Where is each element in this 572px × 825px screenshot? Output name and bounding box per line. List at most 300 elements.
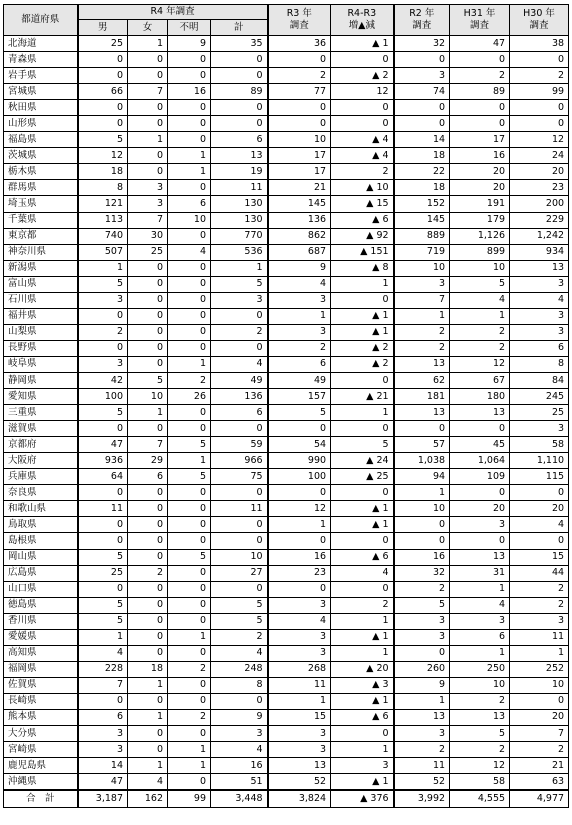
- value-cell: 11: [394, 758, 450, 774]
- value-cell: 8: [211, 677, 268, 693]
- value-cell: 5: [78, 276, 128, 292]
- value-cell: 13: [510, 260, 569, 276]
- value-cell: 67: [450, 372, 510, 388]
- value-cell: 0: [510, 100, 569, 116]
- value-cell: 268: [268, 661, 331, 677]
- value-cell: 7: [78, 677, 128, 693]
- table-row: [4, 100, 569, 116]
- value-cell: 7: [128, 437, 168, 453]
- value-cell: 3: [510, 421, 569, 437]
- value-cell: 0: [450, 421, 510, 437]
- value-cell: 1: [331, 405, 394, 421]
- value-cell: ▲ 1: [331, 774, 394, 791]
- pref-name-cell: 秋田県: [4, 100, 78, 116]
- value-cell: 20: [510, 709, 569, 725]
- value-cell: 2: [510, 742, 569, 758]
- table-row: [4, 709, 569, 725]
- value-cell: 2: [510, 581, 569, 597]
- value-cell: ▲ 3: [331, 677, 394, 693]
- value-cell: 12: [450, 356, 510, 372]
- value-cell: 5: [168, 437, 211, 453]
- value-cell: ▲ 10: [331, 180, 394, 196]
- value-cell: 1: [450, 308, 510, 324]
- value-cell: 3: [394, 276, 450, 292]
- value-cell: 229: [510, 212, 569, 228]
- value-cell: 0: [211, 340, 268, 356]
- value-cell: 0: [211, 533, 268, 549]
- value-cell: 2: [168, 372, 211, 388]
- value-cell: 0: [128, 100, 168, 116]
- value-cell: 36: [268, 36, 331, 52]
- value-cell: 4: [450, 597, 510, 613]
- header-row-top: [4, 5, 569, 20]
- pref-name-cell: 山梨県: [4, 324, 78, 340]
- table-row: [4, 581, 569, 597]
- value-cell: 0: [128, 164, 168, 180]
- value-cell: ▲ 92: [331, 228, 394, 244]
- value-cell: 3: [394, 629, 450, 645]
- value-cell: 0: [168, 292, 211, 308]
- table-row: [4, 212, 569, 228]
- value-cell: 3: [268, 742, 331, 758]
- table-row: [4, 613, 569, 629]
- header-r3: [268, 5, 331, 36]
- total-value-cell: 162: [128, 790, 168, 808]
- value-cell: 113: [78, 212, 128, 228]
- table-row: [4, 517, 569, 533]
- value-cell: 0: [168, 726, 211, 742]
- value-cell: 63: [510, 774, 569, 791]
- value-cell: 2: [394, 581, 450, 597]
- value-cell: 0: [331, 52, 394, 68]
- header-h31: [450, 5, 510, 36]
- value-cell: 0: [268, 116, 331, 132]
- value-cell: 14: [78, 758, 128, 774]
- value-cell: 3: [78, 292, 128, 308]
- value-cell: 0: [168, 677, 211, 693]
- value-cell: ▲ 1: [331, 308, 394, 324]
- value-cell: 13: [394, 709, 450, 725]
- value-cell: 58: [450, 774, 510, 791]
- pref-name-cell: 鳥取県: [4, 517, 78, 533]
- value-cell: 16: [211, 758, 268, 774]
- total-value-cell: ▲ 376: [331, 790, 394, 808]
- value-cell: 7: [510, 726, 569, 742]
- header-male: 男: [78, 20, 128, 36]
- value-cell: 0: [394, 517, 450, 533]
- header-subtotal: 計: [211, 20, 268, 36]
- value-cell: 54: [268, 437, 331, 453]
- value-cell: 74: [394, 84, 450, 100]
- value-cell: 5: [168, 469, 211, 485]
- value-cell: 20: [510, 164, 569, 180]
- pref-name-cell: 沖縄県: [4, 774, 78, 791]
- value-cell: 0: [168, 581, 211, 597]
- table-row: [4, 405, 569, 421]
- pref-name-cell: 石川県: [4, 292, 78, 308]
- table-row: [4, 68, 569, 84]
- value-cell: 1: [128, 405, 168, 421]
- value-cell: 0: [128, 52, 168, 68]
- total-value-cell: 3,992: [394, 790, 450, 808]
- value-cell: 0: [128, 485, 168, 501]
- value-cell: 0: [331, 116, 394, 132]
- value-cell: 152: [394, 196, 450, 212]
- value-cell: 16: [168, 84, 211, 100]
- value-cell: 5: [78, 549, 128, 565]
- value-cell: 25: [510, 405, 569, 421]
- value-cell: 3: [510, 324, 569, 340]
- value-cell: 3: [450, 613, 510, 629]
- value-cell: 889: [394, 228, 450, 244]
- value-cell: 0: [168, 116, 211, 132]
- value-cell: 191: [450, 196, 510, 212]
- value-cell: 100: [268, 469, 331, 485]
- pref-name-cell: 和歌山県: [4, 501, 78, 517]
- value-cell: 25: [128, 244, 168, 260]
- value-cell: 29: [128, 453, 168, 469]
- pref-name-cell: 熊本県: [4, 709, 78, 725]
- header-r4-group: R4 年調査: [78, 5, 268, 20]
- value-cell: 4: [331, 565, 394, 581]
- value-cell: 899: [450, 244, 510, 260]
- value-cell: 3: [78, 356, 128, 372]
- value-cell: 0: [78, 116, 128, 132]
- value-cell: 6: [510, 340, 569, 356]
- value-cell: 260: [394, 661, 450, 677]
- total-value-cell: 4,977: [510, 790, 569, 808]
- value-cell: 21: [268, 180, 331, 196]
- value-cell: 32: [394, 36, 450, 52]
- value-cell: 3: [394, 68, 450, 84]
- table-row: [4, 324, 569, 340]
- value-cell: 507: [78, 244, 128, 260]
- table-row: [4, 645, 569, 661]
- pref-name-cell: 兵庫県: [4, 469, 78, 485]
- table-row: [4, 549, 569, 565]
- value-cell: 5: [78, 132, 128, 148]
- table-row: [4, 356, 569, 372]
- value-cell: 0: [168, 565, 211, 581]
- value-cell: 0: [211, 116, 268, 132]
- pref-name-cell: 愛知県: [4, 389, 78, 405]
- value-cell: 1: [450, 645, 510, 661]
- value-cell: 4: [211, 356, 268, 372]
- value-cell: 179: [450, 212, 510, 228]
- value-cell: 2: [394, 340, 450, 356]
- value-cell: 17: [268, 164, 331, 180]
- value-cell: 5: [331, 437, 394, 453]
- header-female: 女: [128, 20, 168, 36]
- value-cell: 2: [211, 324, 268, 340]
- value-cell: 719: [394, 244, 450, 260]
- value-cell: 0: [211, 308, 268, 324]
- table-row: [4, 308, 569, 324]
- value-cell: 0: [168, 260, 211, 276]
- value-cell: 1,110: [510, 453, 569, 469]
- value-cell: 0: [78, 100, 128, 116]
- value-cell: 0: [128, 421, 168, 437]
- value-cell: 0: [128, 726, 168, 742]
- pref-name-cell: 徳島県: [4, 597, 78, 613]
- value-cell: 0: [211, 100, 268, 116]
- value-cell: 17: [450, 132, 510, 148]
- value-cell: 2: [450, 693, 510, 709]
- value-cell: 30: [128, 228, 168, 244]
- value-cell: 5: [128, 372, 168, 388]
- value-cell: ▲ 20: [331, 661, 394, 677]
- table-row: [4, 36, 569, 52]
- value-cell: 6: [168, 196, 211, 212]
- value-cell: 0: [128, 340, 168, 356]
- value-cell: 250: [450, 661, 510, 677]
- value-cell: 35: [211, 36, 268, 52]
- pref-name-cell: 神奈川県: [4, 244, 78, 260]
- value-cell: 4: [510, 292, 569, 308]
- header-h30-line2: 調査: [529, 20, 549, 31]
- value-cell: 3: [268, 629, 331, 645]
- value-cell: 15: [268, 709, 331, 725]
- table-row: [4, 84, 569, 100]
- value-cell: 0: [268, 421, 331, 437]
- value-cell: 115: [510, 469, 569, 485]
- value-cell: 0: [211, 517, 268, 533]
- value-cell: 16: [394, 549, 450, 565]
- value-cell: 18: [128, 661, 168, 677]
- table-row: [4, 758, 569, 774]
- value-cell: 936: [78, 453, 128, 469]
- value-cell: 0: [128, 276, 168, 292]
- pref-name-cell: 栃木県: [4, 164, 78, 180]
- table-row: [4, 677, 569, 693]
- value-cell: 5: [394, 597, 450, 613]
- value-cell: 1: [128, 677, 168, 693]
- value-cell: 49: [211, 372, 268, 388]
- value-cell: 180: [450, 389, 510, 405]
- table-row: [4, 52, 569, 68]
- pref-name-cell: 群馬県: [4, 180, 78, 196]
- table-row: [4, 661, 569, 677]
- value-cell: 1: [128, 132, 168, 148]
- value-cell: 17: [268, 148, 331, 164]
- value-cell: 77: [268, 84, 331, 100]
- value-cell: 228: [78, 661, 128, 677]
- value-cell: ▲ 25: [331, 469, 394, 485]
- table-row: [4, 533, 569, 549]
- value-cell: 12: [510, 132, 569, 148]
- value-cell: 11: [268, 677, 331, 693]
- value-cell: 19: [211, 164, 268, 180]
- value-cell: 2: [394, 324, 450, 340]
- pref-name-cell: 愛媛県: [4, 629, 78, 645]
- value-cell: 94: [394, 469, 450, 485]
- value-cell: 0: [128, 148, 168, 164]
- value-cell: 0: [211, 581, 268, 597]
- value-cell: 0: [128, 549, 168, 565]
- value-cell: 12: [331, 84, 394, 100]
- value-cell: 0: [168, 517, 211, 533]
- value-cell: 0: [128, 308, 168, 324]
- table-row: [4, 629, 569, 645]
- value-cell: 0: [168, 774, 211, 791]
- value-cell: 0: [128, 324, 168, 340]
- value-cell: 3: [211, 726, 268, 742]
- value-cell: 770: [211, 228, 268, 244]
- survey-table: [3, 4, 569, 808]
- value-cell: 2: [331, 164, 394, 180]
- value-cell: 0: [168, 68, 211, 84]
- value-cell: 0: [268, 100, 331, 116]
- value-cell: 1: [128, 36, 168, 52]
- value-cell: 2: [168, 661, 211, 677]
- pref-name-cell: 高知県: [4, 645, 78, 661]
- value-cell: 200: [510, 196, 569, 212]
- value-cell: 3: [450, 517, 510, 533]
- header-r2-line1: R2 年: [409, 8, 435, 19]
- table-row: [4, 726, 569, 742]
- value-cell: 0: [331, 485, 394, 501]
- value-cell: 130: [211, 196, 268, 212]
- pref-name-cell: 鹿児島県: [4, 758, 78, 774]
- value-cell: 59: [211, 437, 268, 453]
- value-cell: 0: [510, 533, 569, 549]
- value-cell: 45: [450, 437, 510, 453]
- value-cell: 0: [128, 260, 168, 276]
- value-cell: 1,242: [510, 228, 569, 244]
- value-cell: 0: [128, 645, 168, 661]
- pref-name-cell: 大分県: [4, 726, 78, 742]
- value-cell: 0: [78, 421, 128, 437]
- value-cell: 0: [331, 421, 394, 437]
- pref-name-cell: 長崎県: [4, 693, 78, 709]
- value-cell: 0: [168, 501, 211, 517]
- value-cell: 10: [450, 260, 510, 276]
- value-cell: 18: [394, 180, 450, 196]
- value-cell: 0: [168, 276, 211, 292]
- table-row: [4, 292, 569, 308]
- value-cell: 0: [510, 52, 569, 68]
- pref-name-cell: 滋賀県: [4, 421, 78, 437]
- value-cell: 0: [268, 581, 331, 597]
- total-label: 合 計: [4, 790, 78, 808]
- value-cell: 1,126: [450, 228, 510, 244]
- value-cell: ▲ 6: [331, 549, 394, 565]
- value-cell: 44: [510, 565, 569, 581]
- value-cell: 2: [128, 565, 168, 581]
- value-cell: 8: [510, 356, 569, 372]
- value-cell: 13: [268, 758, 331, 774]
- header-r2-line2: 調査: [412, 20, 432, 31]
- value-cell: 58: [510, 437, 569, 453]
- value-cell: 0: [128, 693, 168, 709]
- value-cell: 10: [268, 132, 331, 148]
- value-cell: 136: [268, 212, 331, 228]
- value-cell: 0: [168, 100, 211, 116]
- value-cell: 0: [394, 52, 450, 68]
- value-cell: 966: [211, 453, 268, 469]
- value-cell: 49: [268, 372, 331, 388]
- value-cell: 6: [268, 356, 331, 372]
- pref-name-cell: 千葉県: [4, 212, 78, 228]
- value-cell: 0: [78, 485, 128, 501]
- value-cell: 0: [128, 517, 168, 533]
- value-cell: 26: [168, 389, 211, 405]
- value-cell: 0: [128, 68, 168, 84]
- table-row: [4, 421, 569, 437]
- value-cell: 2: [510, 597, 569, 613]
- value-cell: 0: [211, 693, 268, 709]
- table-row: [4, 693, 569, 709]
- pref-name-cell: 新潟県: [4, 260, 78, 276]
- pref-name-cell: 富山県: [4, 276, 78, 292]
- value-cell: 136: [211, 389, 268, 405]
- pref-name-cell: 宮崎県: [4, 742, 78, 758]
- value-cell: 3: [268, 645, 331, 661]
- value-cell: 57: [394, 437, 450, 453]
- value-cell: 5: [211, 276, 268, 292]
- value-cell: 4: [128, 774, 168, 791]
- value-cell: 0: [331, 581, 394, 597]
- pref-name-cell: 茨城県: [4, 148, 78, 164]
- value-cell: 20: [510, 501, 569, 517]
- value-cell: 16: [450, 148, 510, 164]
- value-cell: 18: [394, 148, 450, 164]
- value-cell: 1: [128, 758, 168, 774]
- value-cell: 4: [211, 742, 268, 758]
- value-cell: 0: [394, 116, 450, 132]
- table-row: [4, 116, 569, 132]
- table-row: [4, 132, 569, 148]
- pref-name-cell: 広島県: [4, 565, 78, 581]
- value-cell: 10: [450, 677, 510, 693]
- value-cell: 9: [394, 677, 450, 693]
- value-cell: ▲ 1: [331, 629, 394, 645]
- value-cell: 5: [450, 276, 510, 292]
- pref-name-cell: 三重県: [4, 405, 78, 421]
- value-cell: 1: [168, 164, 211, 180]
- value-cell: 1: [268, 308, 331, 324]
- pref-name-cell: 福岡県: [4, 661, 78, 677]
- value-cell: 22: [394, 164, 450, 180]
- value-cell: 52: [268, 774, 331, 791]
- value-cell: ▲ 4: [331, 132, 394, 148]
- value-cell: 3: [394, 726, 450, 742]
- value-cell: 248: [211, 661, 268, 677]
- value-cell: 0: [128, 533, 168, 549]
- value-cell: 5: [450, 726, 510, 742]
- value-cell: 3: [331, 758, 394, 774]
- value-cell: ▲ 151: [331, 244, 394, 260]
- table-row: [4, 260, 569, 276]
- pref-name-cell: 静岡県: [4, 372, 78, 388]
- value-cell: 5: [78, 597, 128, 613]
- value-cell: 1: [268, 693, 331, 709]
- value-cell: 11: [78, 501, 128, 517]
- value-cell: 0: [211, 52, 268, 68]
- value-cell: 0: [128, 613, 168, 629]
- table-row: [4, 485, 569, 501]
- value-cell: 3: [268, 324, 331, 340]
- value-cell: ▲ 1: [331, 501, 394, 517]
- value-cell: 0: [128, 629, 168, 645]
- value-cell: 13: [394, 356, 450, 372]
- value-cell: 2: [450, 340, 510, 356]
- value-cell: 0: [450, 100, 510, 116]
- value-cell: 6: [450, 629, 510, 645]
- value-cell: 0: [168, 132, 211, 148]
- value-cell: 10: [168, 212, 211, 228]
- value-cell: 12: [268, 501, 331, 517]
